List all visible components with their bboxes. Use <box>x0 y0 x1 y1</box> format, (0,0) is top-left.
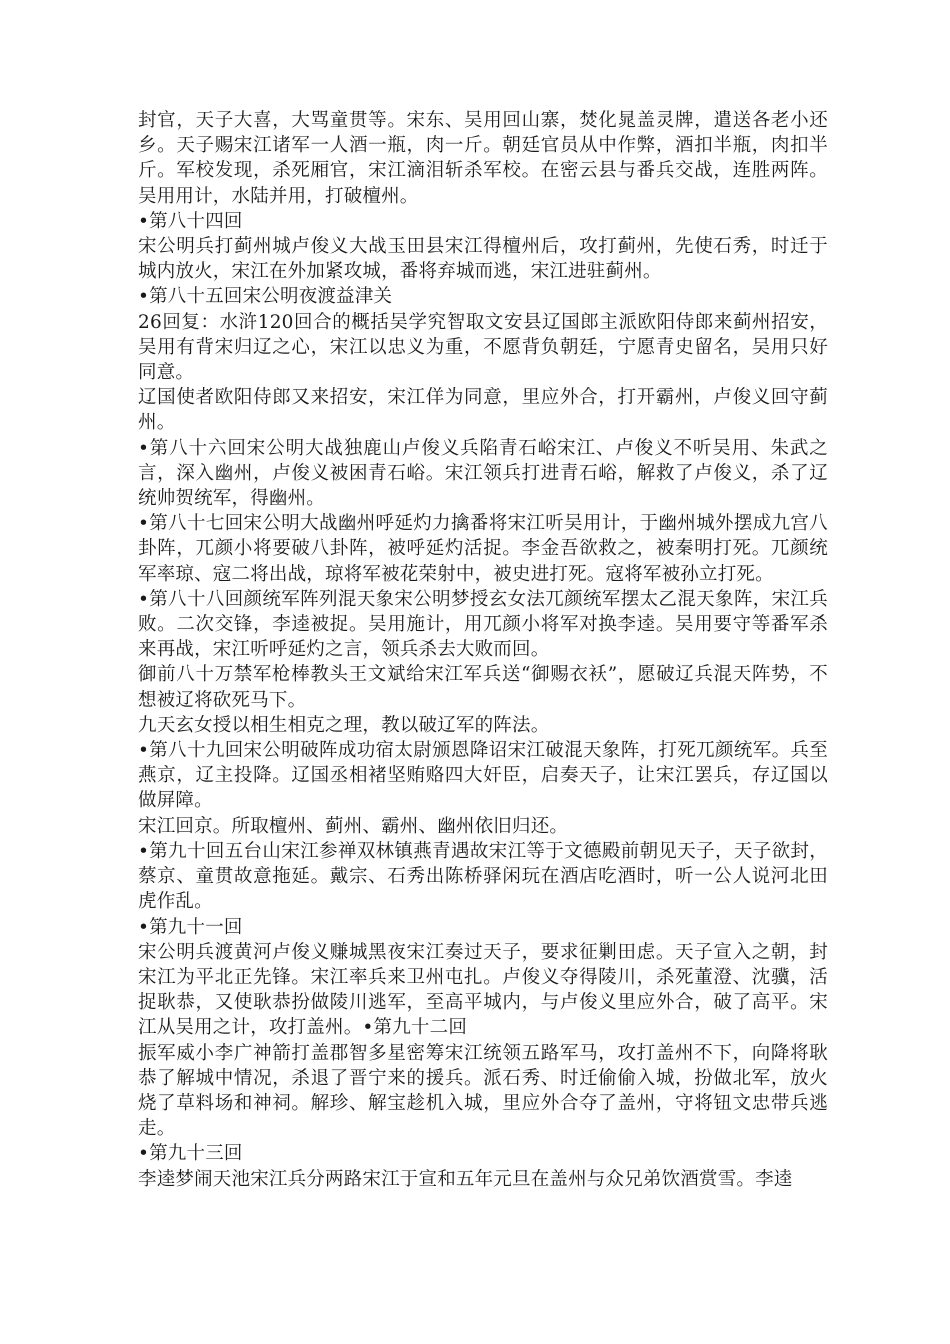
paragraph: 九天玄女授以相生相克之理，教以破辽军的阵法。 <box>138 714 550 736</box>
paragraph: 宋公明兵打蓟州城卢俊义大战玉田县宋江得檀州后，攻打蓟州，先使石秀，时迁于城内放火，宋江在外加紧攻城，番将弃城而逃，宋江进驻蓟州。 <box>138 236 828 283</box>
chapter-heading: •第九十三回 <box>138 1143 243 1165</box>
paragraph: •第九十回五台山宋江参禅双林镇燕青遇故宋江等于文德殿前朝见天子，天子欲封，蔡京、童贯故意拖延。戴宗、石秀出陈桥驿闲玩在酒店吃酒时，听一公人说河北田虎作乱。 <box>138 840 828 913</box>
paragraph: •第八十六回宋公明大战独鹿山卢俊义兵陷青石峪宋江、卢俊义不听吴用、朱武之言，深入幽州，卢俊义被困青石峪。宋江领兵打进青石峪，解救了卢俊义，杀了辽统帅贺统军，得幽州。 <box>138 437 828 510</box>
paragraph: 李逵梦闹天池宋江兵分两路宋江于宣和五年元旦在盖州与众兄弟饮酒赏雪。李逵 <box>138 1168 793 1190</box>
paragraph: •第八十八回颜统军阵列混天象宋公明梦授玄女法兀颜统军摆太乙混天象阵，宋江兵败。二次交锋，李逵被捉。吴用施计，用兀颜小将军对换李逵。吴用要守等番军杀来再战，宋江听呼延灼之言，领兵杀去大败而回。 <box>138 588 828 661</box>
paragraph: •第八十七回宋公明大战幽州呼延灼力擒番将宋江听吴用计，于幽州城外摆成九宫八卦阵，兀颜小将要破八卦阵，被呼延灼活捉。李金吾欲救之，被秦明打死。兀颜统军率琼、寇二将出战，琼将军被花荣射中，被史进打死。寇将军被孙立打死。 <box>138 513 828 585</box>
paragraph: •第八十九回宋公明破阵成功宿太尉颁恩降诏宋江破混天象阵，打死兀颜统军。兵至燕京，辽主投降。辽国丞相褚坚贿赂四大奸臣，启奏天子，让宋江罢兵，存辽国以做屏障。 <box>138 740 828 812</box>
chapter-heading: •第八十四回 <box>138 210 243 232</box>
paragraph: 宋公明兵渡黄河卢俊义赚城黑夜宋江奏过天子，要求征剿田虑。天子宣入之朝，封宋江为平北正先锋。宋江率兵来卫州屯扎。卢俊义夺得陵川，杀死董澄、沈骥，活捉耿恭，又使耿恭扮做陵川逃军，至高平城内，与卢俊义里应外合，破了高平。宋江从吴用之计，攻打盖州。•第九十二回 <box>138 941 828 1039</box>
document-body <box>138 108 828 1192</box>
paragraph: 封官，天子大喜，大骂童贯等。宋东、吴用回山寨，焚化晁盖灵牌，遣送各老小还乡。天子赐宋江诸军一人酒一瓶，肉一斤。朝廷官员从中作弊，酒扣半瓶，肉扣半斤。军校发现，杀死厢官，宋江滴泪斩杀军校。在密云县与番兵交战，连胜两阵。吴用用计，水陆并用，打破檀州。 <box>138 110 828 207</box>
paragraph: 御前八十万禁军枪棒教头王文斌给宋江军兵送“御赐衣袄”，愿破辽兵混天阵势，不想被辽将砍死马下。 <box>138 664 828 711</box>
chapter-heading: •第九十一回 <box>138 916 243 938</box>
paragraph: 振军威小李广神箭打盖郡智多星密筹宋江统领五路军马，攻打盖州不下，向降将耿恭了解城中情况，杀退了晋宁来的援兵。派石秀、时迁偷偷入城，扮做北军，放火烧了草料场和神祠。解珍、解宝趁机入城，里应外合夺了盖州，守将钮文忠带兵逃走。 <box>138 1042 828 1140</box>
chapter-heading: •第八十五回宋公明夜渡益津关 <box>138 286 393 308</box>
paragraph: 宋江回京。所取檀州、蓟州、霸州、幽州依旧归还。 <box>138 815 569 837</box>
paragraph: 辽国使者欧阳侍郎又来招安，宋江佯为同意，里应外合，打开霸州，卢俊义回守蓟州。 <box>138 387 828 434</box>
paragraph: 26回复：水浒120回合的概括吴学究智取文安县辽国郎主派欧阳侍郎来蓟州招安，吴用有背宋归辽之心，宋江以忠义为重，不愿背负朝廷，宁愿青史留名，吴用只好同意。 <box>138 311 828 384</box>
